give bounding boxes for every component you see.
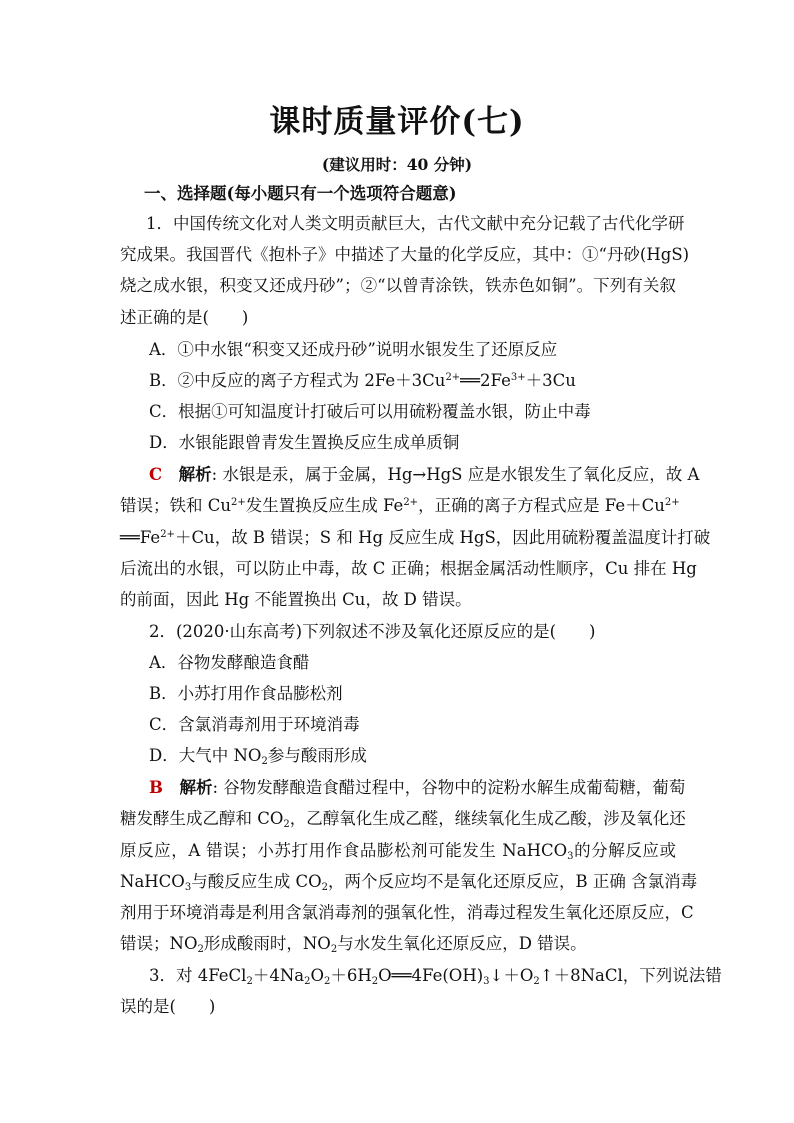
q1-explanation-line-5: 的前面，因此 Hg 不能置换出 Cu，故 D 错误。 — [120, 590, 472, 609]
q1-answer: C — [149, 465, 163, 484]
q2-answer: B — [149, 778, 163, 797]
q1-option-a: A．①中水银“积变又还成丹砂”说明水银发生了还原反应 — [149, 340, 558, 359]
q2-explanation-line-2: 糖发酵生成乙醇和 $CO_2$，乙醇氧化生成乙醛，继续氧化生成乙酸，涉及氧化还 — [120, 809, 686, 830]
q1-explanation-line-4: 后流出的水银，可以防止中毒，故 C 正确；根据金属活动性顺序，Cu 排在 Hg — [120, 559, 697, 578]
q1-option-d: D．水银能跟曾青发生置换反应生成单质铜 — [149, 433, 460, 452]
q2-explanation-line-3: 原反应，A 错误；小苏打用作食品膨松剂可能发生 NaHCO$_3$的分解反应或 — [120, 841, 676, 862]
q1-explanation-line-1: C 解析: 水银是汞，属于金属，Hg→HgS 应是水银发生了氧化反应，故 A — [149, 465, 700, 484]
q2-option-b: B．小苏打用作食品膨松剂 — [149, 684, 343, 703]
page-title: 课时质量评价(七) — [269, 104, 525, 140]
q1-stem-line-4: 述正确的是( ) — [120, 308, 249, 327]
q3-stem-line-1: 3．对 $4FeCl_2+4Na_2O_2+6H_2O══4Fe(OH)_3↓+O_2↑+8NaCl$，下列说法错 — [149, 966, 722, 987]
q1-stem-line-2: 究成果。我国晋代《抱朴子》中描述了大量的化学反应，其中：①“丹砂(HgS) — [120, 245, 690, 264]
q1-analysis-label: 解析 — [178, 465, 212, 484]
section-heading: 一、选择题(每小题只有一个选项符合题意) — [144, 184, 457, 203]
q1-explanation-line-2: 错误；铁和 $Cu^{2+}$发生置换反应生成 $Fe^{2+}$，正确的离子方程式应是 $Fe+Cu^{2+}$ — [120, 496, 680, 515]
q2-option-c: C．含氯消毒剂用于环境消毒 — [149, 715, 360, 734]
q1-explanation-line-3: $══Fe^{2+}+Cu$，故 B 错误；S 和 Hg 反应生成 HgS，因此用硫粉覆盖温度计打破 — [120, 528, 711, 547]
q2-explanation-line-5: 剂用于环境消毒是利用含氯消毒剂的强氧化性，消毒过程发生氧化还原反应，C — [120, 903, 694, 922]
q1-option-c: C．根据①可知温度计打破后可以用硫粉覆盖水银，防止中毒 — [149, 402, 591, 421]
q2-explanation-line-4: NaHCO$_3$与酸反应生成 $CO_2$，两个反应均不是氧化还原反应，B 正确 含氯消毒 — [120, 872, 698, 893]
q2-option-d: D．大气中 $NO_2$参与酸雨形成 — [149, 746, 367, 767]
suggested-time: (建议用时：40 分钟) — [321, 155, 473, 174]
q1-option-b: B．②中反应的离子方程式为 $2Fe+3Cu^{2+}══2Fe^{3+}+3Cu$ — [149, 371, 576, 390]
q2-explanation-line-6: 错误；$NO_2$形成酸雨时，$NO_2$与水发生氧化还原反应，D 错误。 — [120, 934, 587, 955]
q2-explanation-line-1: B 解析: 谷物发酵酿造食醋过程中，谷物中的淀粉水解生成葡萄糖，葡萄 — [149, 778, 686, 797]
q2-stem: 2．(2020·山东高考)下列叙述不涉及氧化还原反应的是( ) — [149, 622, 596, 641]
q2-analysis-label: 解析 — [179, 778, 213, 797]
q1-stem-line-3: 烧之成水银，积变又还成丹砂”；②“以曾青涂铁，铁赤色如铜”。下列有关叙 — [120, 276, 676, 295]
q2-option-a: A．谷物发酵酿造食醋 — [149, 653, 310, 672]
q3-stem-line-2: 误的是( ) — [120, 997, 216, 1016]
q1-stem-line-1: 1．中国传统文化对人类文明贡献巨大，古代文献中充分记载了古代化学研 — [146, 214, 685, 233]
